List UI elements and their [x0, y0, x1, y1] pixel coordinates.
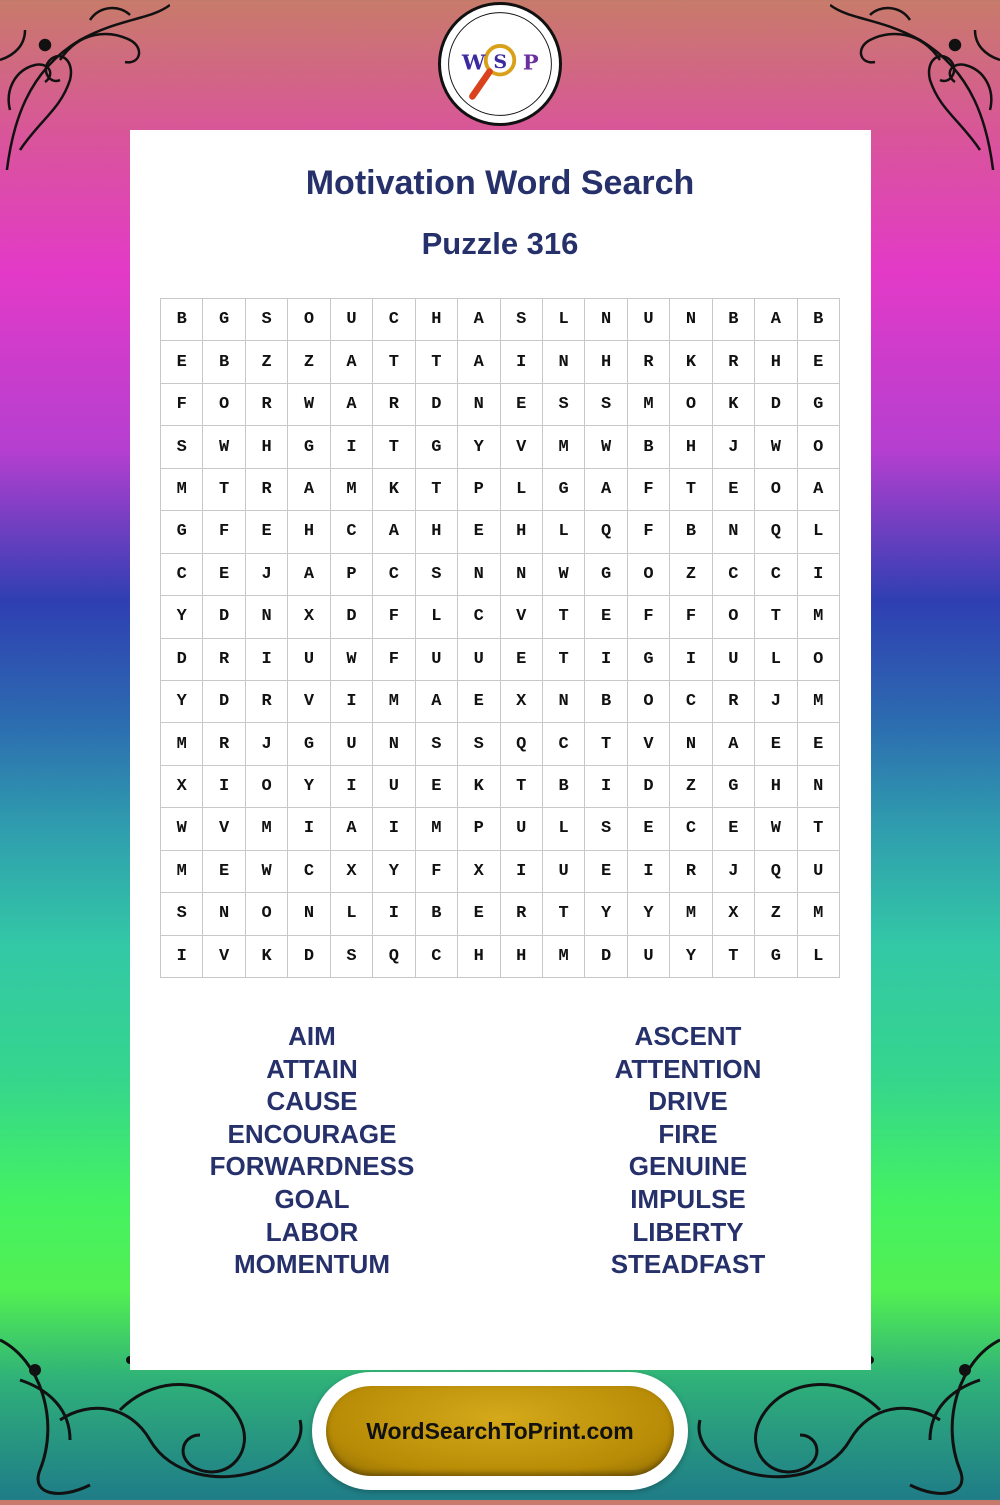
- grid-cell: F: [373, 596, 415, 638]
- grid-cell: F: [416, 851, 458, 893]
- grid-cell: O: [628, 681, 670, 723]
- word-item: GOAL: [274, 1183, 350, 1214]
- grid-cell: W: [585, 426, 627, 468]
- letter-grid: [160, 298, 840, 978]
- grid-cell: G: [585, 554, 627, 596]
- grid-cell: H: [416, 511, 458, 553]
- grid-cell: E: [161, 341, 203, 383]
- grid-cell: Z: [670, 766, 712, 808]
- word-list-left: [132, 1020, 492, 1281]
- grid-cell: C: [288, 851, 330, 893]
- grid-cell: V: [501, 596, 543, 638]
- word-item: LIBERTY: [632, 1216, 744, 1247]
- word-list-right: [508, 1020, 868, 1281]
- grid-cell: R: [203, 723, 245, 765]
- grid-cell: R: [246, 681, 288, 723]
- grid-cell: N: [713, 511, 755, 553]
- grid-cell: X: [713, 893, 755, 935]
- grid-cell: H: [288, 511, 330, 553]
- grid-cell: C: [161, 554, 203, 596]
- grid-cell: C: [713, 554, 755, 596]
- word-item: DRIVE: [648, 1086, 728, 1117]
- grid-cell: C: [543, 723, 585, 765]
- grid-cell: B: [543, 766, 585, 808]
- grid-cell: H: [458, 936, 500, 978]
- grid-cell: I: [373, 808, 415, 850]
- grid-cell: N: [585, 299, 627, 341]
- grid-cell: V: [288, 681, 330, 723]
- grid-cell: B: [203, 341, 245, 383]
- grid-cell: N: [543, 681, 585, 723]
- grid-cell: P: [331, 554, 373, 596]
- grid-cell: W: [755, 808, 797, 850]
- grid-cell: S: [416, 723, 458, 765]
- grid-cell: Y: [628, 893, 670, 935]
- grid-cell: Y: [288, 766, 330, 808]
- grid-cell: C: [670, 808, 712, 850]
- grid-cell: X: [161, 766, 203, 808]
- grid-cell: D: [416, 384, 458, 426]
- grid-cell: T: [543, 596, 585, 638]
- grid-cell: D: [203, 681, 245, 723]
- grid-cell: S: [543, 384, 585, 426]
- grid-cell: O: [246, 893, 288, 935]
- website-link[interactable]: WordSearchToPrint.com: [366, 1417, 634, 1444]
- grid-cell: X: [501, 681, 543, 723]
- grid-cell: T: [416, 469, 458, 511]
- grid-cell: G: [543, 469, 585, 511]
- grid-cell: T: [373, 426, 415, 468]
- grid-cell: V: [203, 808, 245, 850]
- grid-cell: M: [798, 596, 840, 638]
- grid-cell: F: [628, 596, 670, 638]
- grid-cell: N: [246, 596, 288, 638]
- grid-cell: H: [755, 341, 797, 383]
- grid-cell: A: [331, 808, 373, 850]
- grid-cell: I: [203, 766, 245, 808]
- grid-cell: M: [161, 851, 203, 893]
- grid-cell: Y: [670, 936, 712, 978]
- grid-cell: J: [246, 723, 288, 765]
- grid-cell: M: [416, 808, 458, 850]
- grid-cell: N: [670, 299, 712, 341]
- grid-cell: I: [331, 766, 373, 808]
- grid-cell: L: [543, 808, 585, 850]
- grid-cell: H: [416, 299, 458, 341]
- grid-cell: I: [501, 341, 543, 383]
- grid-cell: Q: [501, 723, 543, 765]
- grid-cell: R: [246, 469, 288, 511]
- grid-cell: O: [755, 469, 797, 511]
- grid-cell: S: [331, 936, 373, 978]
- grid-cell: Y: [585, 893, 627, 935]
- grid-cell: B: [628, 426, 670, 468]
- grid-cell: U: [628, 936, 670, 978]
- grid-cell: E: [628, 808, 670, 850]
- grid-cell: M: [798, 681, 840, 723]
- grid-cell: Z: [246, 341, 288, 383]
- grid-cell: G: [628, 639, 670, 681]
- grid-cell: X: [458, 851, 500, 893]
- grid-cell: I: [585, 766, 627, 808]
- grid-cell: M: [161, 469, 203, 511]
- grid-cell: R: [628, 341, 670, 383]
- grid-cell: L: [543, 511, 585, 553]
- grid-cell: N: [543, 341, 585, 383]
- grid-cell: P: [458, 469, 500, 511]
- grid-cell: O: [288, 299, 330, 341]
- grid-cell: M: [798, 893, 840, 935]
- grid-cell: D: [755, 384, 797, 426]
- logo-letter-w: W: [461, 49, 486, 75]
- grid-cell: U: [628, 299, 670, 341]
- logo-letter-s: S: [493, 50, 508, 73]
- grid-cell: W: [288, 384, 330, 426]
- grid-cell: A: [331, 341, 373, 383]
- grid-cell: T: [373, 341, 415, 383]
- grid-cell: E: [458, 511, 500, 553]
- grid-cell: D: [161, 639, 203, 681]
- grid-cell: J: [755, 681, 797, 723]
- grid-cell: Q: [585, 511, 627, 553]
- grid-cell: T: [543, 639, 585, 681]
- grid-cell: M: [670, 893, 712, 935]
- grid-cell: H: [501, 936, 543, 978]
- grid-cell: I: [373, 893, 415, 935]
- grid-cell: E: [713, 469, 755, 511]
- grid-cell: S: [585, 384, 627, 426]
- grid-cell: B: [416, 893, 458, 935]
- grid-cell: F: [373, 639, 415, 681]
- grid-cell: X: [288, 596, 330, 638]
- grid-cell: J: [713, 851, 755, 893]
- grid-cell: I: [670, 639, 712, 681]
- grid-cell: N: [458, 554, 500, 596]
- grid-cell: I: [798, 554, 840, 596]
- grid-cell: R: [373, 384, 415, 426]
- grid-cell: T: [203, 469, 245, 511]
- grid-cell: Q: [373, 936, 415, 978]
- grid-cell: Q: [755, 511, 797, 553]
- grid-cell: L: [543, 299, 585, 341]
- grid-cell: G: [203, 299, 245, 341]
- grid-cell: H: [246, 426, 288, 468]
- grid-cell: W: [543, 554, 585, 596]
- grid-cell: G: [713, 766, 755, 808]
- grid-cell: A: [288, 554, 330, 596]
- grid-cell: C: [458, 596, 500, 638]
- grid-cell: S: [458, 723, 500, 765]
- grid-cell: U: [373, 766, 415, 808]
- grid-cell: G: [288, 426, 330, 468]
- grid-cell: E: [501, 384, 543, 426]
- grid-cell: E: [755, 723, 797, 765]
- page-title: Motivation Word Search: [305, 164, 695, 202]
- grid-cell: Y: [161, 681, 203, 723]
- grid-cell: M: [331, 469, 373, 511]
- grid-cell: R: [203, 639, 245, 681]
- grid-cell: A: [373, 511, 415, 553]
- grid-cell: K: [373, 469, 415, 511]
- grid-cell: V: [501, 426, 543, 468]
- grid-cell: C: [331, 511, 373, 553]
- grid-cell: A: [458, 299, 500, 341]
- grid-cell: S: [416, 554, 458, 596]
- grid-cell: A: [585, 469, 627, 511]
- grid-cell: D: [628, 766, 670, 808]
- grid-cell: W: [161, 808, 203, 850]
- grid-cell: D: [203, 596, 245, 638]
- grid-cell: Z: [670, 554, 712, 596]
- grid-cell: I: [331, 426, 373, 468]
- word-item: FIRE: [658, 1118, 718, 1149]
- grid-cell: C: [416, 936, 458, 978]
- grid-cell: O: [670, 384, 712, 426]
- grid-cell: N: [373, 723, 415, 765]
- grid-cell: J: [246, 554, 288, 596]
- wsp-logo[interactable]: [438, 2, 562, 126]
- website-badge[interactable]: [312, 1372, 688, 1490]
- grid-cell: B: [161, 299, 203, 341]
- grid-cell: G: [798, 384, 840, 426]
- grid-cell: W: [755, 426, 797, 468]
- website-badge-inner: [326, 1386, 674, 1476]
- grid-cell: I: [288, 808, 330, 850]
- grid-cell: A: [331, 384, 373, 426]
- grid-cell: O: [798, 426, 840, 468]
- grid-cell: N: [501, 554, 543, 596]
- grid-cell: R: [713, 681, 755, 723]
- word-item: ASCENT: [634, 1021, 742, 1051]
- grid-cell: F: [628, 511, 670, 553]
- grid-cell: E: [203, 851, 245, 893]
- grid-cell: E: [798, 723, 840, 765]
- grid-cell: G: [416, 426, 458, 468]
- grid-cell: Y: [373, 851, 415, 893]
- word-item: CAUSE: [266, 1086, 358, 1117]
- grid-cell: R: [501, 893, 543, 935]
- grid-cell: E: [798, 341, 840, 383]
- word-item: GENUINE: [628, 1151, 748, 1182]
- grid-cell: U: [416, 639, 458, 681]
- grid-cell: I: [628, 851, 670, 893]
- word-item: ATTENTION: [614, 1053, 762, 1084]
- grid-cell: B: [713, 299, 755, 341]
- grid-cell: M: [246, 808, 288, 850]
- grid-cell: U: [331, 723, 373, 765]
- grid-cell: J: [713, 426, 755, 468]
- grid-cell: C: [755, 554, 797, 596]
- grid-cell: M: [161, 723, 203, 765]
- grid-cell: T: [416, 341, 458, 383]
- grid-cell: L: [798, 511, 840, 553]
- grid-cell: V: [628, 723, 670, 765]
- grid-cell: F: [670, 596, 712, 638]
- grid-cell: M: [543, 426, 585, 468]
- grid-cell: I: [331, 681, 373, 723]
- grid-cell: E: [246, 511, 288, 553]
- grid-cell: I: [585, 639, 627, 681]
- word-item: MOMENTUM: [234, 1249, 390, 1280]
- grid-cell: A: [416, 681, 458, 723]
- grid-cell: S: [585, 808, 627, 850]
- grid-cell: O: [713, 596, 755, 638]
- grid-cell: E: [458, 893, 500, 935]
- grid-cell: T: [670, 469, 712, 511]
- grid-cell: E: [416, 766, 458, 808]
- grid-cell: A: [798, 469, 840, 511]
- grid-cell: Y: [458, 426, 500, 468]
- grid-cell: H: [585, 341, 627, 383]
- grid-cell: A: [713, 723, 755, 765]
- grid-cell: D: [288, 936, 330, 978]
- grid-cell: O: [628, 554, 670, 596]
- grid-cell: V: [203, 936, 245, 978]
- grid-cell: H: [670, 426, 712, 468]
- grid-cell: I: [161, 936, 203, 978]
- grid-cell: O: [798, 639, 840, 681]
- grid-cell: S: [161, 426, 203, 468]
- grid-cell: W: [331, 639, 373, 681]
- grid-cell: S: [501, 299, 543, 341]
- grid-cell: F: [628, 469, 670, 511]
- grid-cell: E: [501, 639, 543, 681]
- grid-cell: Z: [755, 893, 797, 935]
- grid-cell: I: [501, 851, 543, 893]
- grid-cell: S: [161, 893, 203, 935]
- word-item: IMPULSE: [630, 1183, 746, 1214]
- grid-cell: H: [501, 511, 543, 553]
- puzzle-number: Puzzle 316: [421, 226, 579, 261]
- grid-cell: Z: [288, 341, 330, 383]
- grid-cell: F: [203, 511, 245, 553]
- grid-cell: Q: [755, 851, 797, 893]
- grid-cell: E: [585, 596, 627, 638]
- grid-cell: U: [798, 851, 840, 893]
- word-item: AIM: [288, 1021, 336, 1051]
- grid-cell: K: [246, 936, 288, 978]
- grid-cell: K: [713, 384, 755, 426]
- grid-cell: W: [203, 426, 245, 468]
- grid-cell: E: [585, 851, 627, 893]
- grid-cell: H: [755, 766, 797, 808]
- grid-cell: N: [670, 723, 712, 765]
- grid-cell: I: [246, 639, 288, 681]
- grid-cell: L: [331, 893, 373, 935]
- grid-cell: T: [501, 766, 543, 808]
- grid-cell: W: [246, 851, 288, 893]
- grid-cell: G: [755, 936, 797, 978]
- grid-cell: D: [331, 596, 373, 638]
- grid-cell: U: [501, 808, 543, 850]
- grid-cell: F: [161, 384, 203, 426]
- grid-cell: U: [288, 639, 330, 681]
- grid-cell: P: [458, 808, 500, 850]
- grid-cell: O: [246, 766, 288, 808]
- grid-cell: R: [670, 851, 712, 893]
- grid-cell: K: [458, 766, 500, 808]
- grid-cell: T: [755, 596, 797, 638]
- grid-cell: A: [755, 299, 797, 341]
- grid-cell: T: [585, 723, 627, 765]
- grid-cell: A: [288, 469, 330, 511]
- grid-cell: T: [798, 808, 840, 850]
- word-item: ATTAIN: [266, 1053, 358, 1084]
- grid-cell: K: [670, 341, 712, 383]
- grid-cell: G: [288, 723, 330, 765]
- grid-cell: N: [798, 766, 840, 808]
- grid-cell: M: [543, 936, 585, 978]
- grid-cell: L: [755, 639, 797, 681]
- grid-cell: E: [458, 681, 500, 723]
- grid-cell: C: [373, 554, 415, 596]
- grid-cell: E: [713, 808, 755, 850]
- grid-cell: B: [798, 299, 840, 341]
- grid-cell: C: [670, 681, 712, 723]
- grid-cell: N: [458, 384, 500, 426]
- grid-cell: Y: [161, 596, 203, 638]
- grid-cell: G: [161, 511, 203, 553]
- grid-cell: U: [331, 299, 373, 341]
- grid-cell: L: [798, 936, 840, 978]
- word-item: STEADFAST: [610, 1249, 766, 1280]
- grid-cell: R: [713, 341, 755, 383]
- grid-cell: O: [203, 384, 245, 426]
- grid-cell: E: [203, 554, 245, 596]
- grid-cell: B: [585, 681, 627, 723]
- grid-cell: U: [713, 639, 755, 681]
- grid-cell: C: [373, 299, 415, 341]
- grid-cell: L: [501, 469, 543, 511]
- logo-letter-p: P: [522, 49, 539, 75]
- grid-cell: L: [416, 596, 458, 638]
- grid-cell: M: [628, 384, 670, 426]
- word-item: LABOR: [265, 1216, 359, 1247]
- grid-cell: R: [246, 384, 288, 426]
- word-item: FORWARDNESS: [209, 1151, 415, 1182]
- grid-cell: T: [713, 936, 755, 978]
- grid-cell: M: [373, 681, 415, 723]
- grid-cell: U: [458, 639, 500, 681]
- grid-cell: D: [585, 936, 627, 978]
- grid-cell: N: [288, 893, 330, 935]
- grid-cell: X: [331, 851, 373, 893]
- grid-cell: U: [543, 851, 585, 893]
- grid-cell: B: [670, 511, 712, 553]
- grid-cell: N: [203, 893, 245, 935]
- grid-cell: A: [458, 341, 500, 383]
- grid-cell: S: [246, 299, 288, 341]
- grid-cell: T: [543, 893, 585, 935]
- word-item: ENCOURAGE: [227, 1118, 397, 1149]
